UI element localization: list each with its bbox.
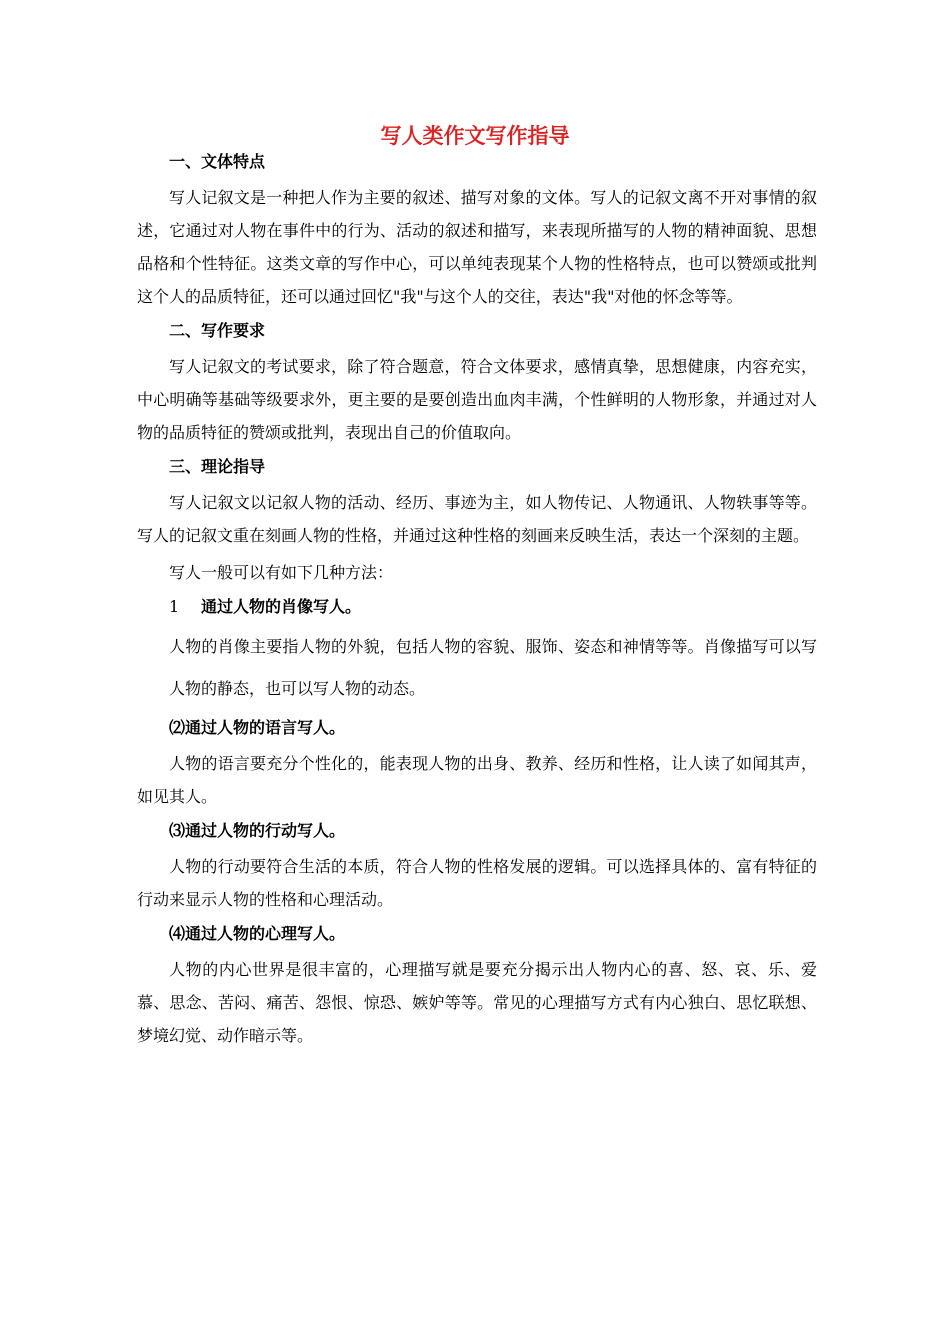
- section-heading-style: 一、文体特点: [169, 152, 266, 171]
- method-heading-psychology: [169, 920, 817, 948]
- method-heading-portrait: [169, 593, 817, 621]
- section-paragraph: 写人一般可以有如下几种方法：: [169, 563, 394, 582]
- method-heading-action: [169, 817, 817, 845]
- document-title: 写人类作文写作指导: [380, 123, 570, 148]
- section-heading-requirements: 二、写作要求: [169, 321, 266, 340]
- document-body: [137, 148, 817, 1056]
- method-heading-text: ⑶通过人物的行动写人。: [169, 821, 346, 840]
- method-paragraph: 人物的语言要充分个性化的，能表现人物的出身、教养、经历和性格，让人读了如闻其声，如见其人。: [137, 754, 817, 806]
- section-heading-theory: 三、理论指导: [169, 457, 266, 476]
- method-paragraph: 人物的肖像主要指人物的外貌，包括人物的容貌、服饰、姿态和神情等等。肖像描写可以写人物的静态，也可以写人物的动态。: [169, 637, 817, 698]
- method-heading-text: ⑷通过人物的心理写人。: [169, 924, 346, 943]
- method-paragraph: 人物的行动要符合生活的本质，符合人物的性格发展的逻辑。可以选择具体的、富有特征的行动来显示人物的性格和心理活动。: [137, 857, 817, 909]
- method-paragraph: 人物的内心世界是很丰富的，心理描写就是要充分揭示出人物内心的喜、怒、哀、乐、爱慕、思念、苦闷、痛苦、怨恨、惊恐、嫉妒等等。常见的心理描写方式有内心独白、思忆联想、梦境幻觉、动作暗示等。: [137, 960, 817, 1045]
- method-heading-language: [169, 714, 817, 742]
- section-paragraph: 写人记叙文以记叙人物的活动、经历、事迹为主，如人物传记、人物通讯、人物轶事等等。写人的记叙文重在刻画人物的性格，并通过这种性格的刻画来反映生活，表达一个深刻的主题。: [137, 493, 817, 545]
- section-paragraph: 写人记叙文的考试要求，除了符合题意，符合文体要求，感情真挚，思想健康，内容充实，中心明确等基础等级要求外，更主要的是要创造出血肉丰满，个性鲜明的人物形象，并通过对人物的品质特征的赞颂或批判，表现出自己的价值取向。: [137, 357, 817, 442]
- method-heading-text: ⑵通过人物的语言写人。: [169, 718, 346, 737]
- method-heading-text: 通过人物的肖像写人。: [201, 597, 362, 616]
- section-paragraph: 写人记叙文是一种把人作为主要的叙述、描写对象的文体。写人的记叙文离不开对事情的叙述，它通过对人物在事件中的行为、活动的叙述和描写，来表现所描写的人物的精神面貌、思想品格和个性特征。这类文章的写作中心，可以单纯表现某个人物的性格特点，也可以赞颂或批判这个人的品质特征，还可以通过回忆"我"与这个人的交往，表达"我"对他的怀念等等。: [137, 188, 817, 306]
- method-number: 1: [169, 597, 180, 616]
